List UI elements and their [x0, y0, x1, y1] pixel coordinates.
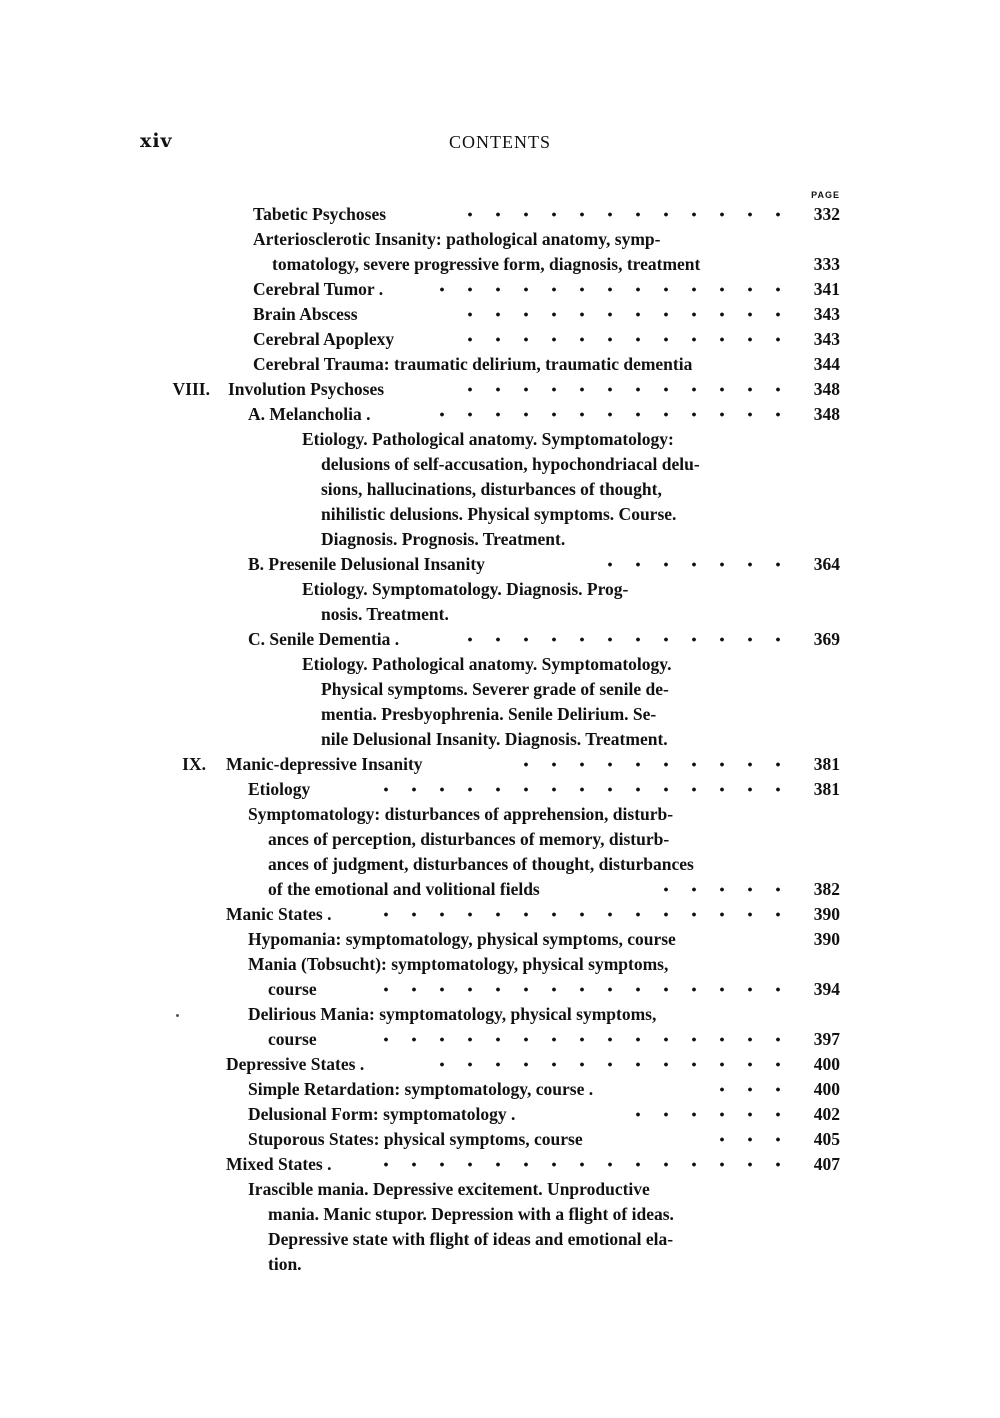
toc-entry [0, 577, 1000, 602]
toc-entry [0, 927, 1000, 952]
entry-title: Cerebral Apoplexy [253, 329, 395, 349]
entry-title: Manic States . [226, 904, 332, 924]
entry-title: Etiology. Pathological anatomy. Symptomatology. [302, 654, 672, 674]
entry-title: Irascible mania. Depressive excitement. Unproductive [248, 1179, 650, 1199]
entry-title: A. Melancholia . [248, 404, 371, 424]
page-ref: 343 [813, 304, 840, 324]
toc-entry [0, 1077, 1000, 1102]
entry-title: Hypomania: symptomatology, physical symptoms, course [248, 929, 676, 949]
entry-title: ances of perception, disturbances of memory, disturb- [268, 829, 670, 849]
dot-leader [455, 302, 792, 327]
page-ref: 390 [813, 904, 840, 924]
entry-title: Delusional Form: symptomatology . [248, 1104, 516, 1124]
page-number: xiv [140, 130, 173, 152]
toc-entry [0, 277, 1000, 302]
dot-leader [365, 977, 792, 1002]
chapter-number: VIII. [172, 379, 210, 399]
page-ref: 400 [813, 1079, 840, 1099]
entry-title: course [268, 1029, 317, 1049]
toc-entry [0, 327, 1000, 352]
entry-title: mania. Manic stupor. Depression with a flight of ideas. [268, 1204, 674, 1224]
entry-title: of the emotional and volitional fields [268, 879, 540, 899]
table-of-contents [0, 202, 1000, 1277]
entry-title: Etiology. Pathological anatomy. Symptomatology: [302, 429, 674, 449]
page-ref: 397 [813, 1029, 840, 1049]
page-ref: 390 [813, 929, 840, 949]
entry-title: Involution Psychoses [228, 379, 385, 399]
page-column-label: PAGE [811, 190, 840, 200]
dot-leader [505, 752, 792, 777]
page-ref: 332 [813, 204, 840, 224]
dot-leader [455, 377, 792, 402]
toc-entry [0, 877, 1000, 902]
toc-entry [0, 827, 1000, 852]
entry-title: course [268, 979, 317, 999]
toc-entry [0, 902, 1000, 927]
toc-entry [0, 752, 1000, 777]
entry-title: Etiology [248, 779, 311, 799]
entry-title: Delirious Mania: symptomatology, physical symptoms, [248, 1004, 657, 1024]
page-header [0, 130, 1000, 160]
dot-leader [640, 877, 792, 902]
toc-entry [0, 977, 1000, 1002]
stray-mark [176, 1014, 179, 1017]
entry-title: Cerebral Trauma: traumatic delirium, traumatic dementia [253, 354, 693, 374]
page-ref: 364 [813, 554, 840, 574]
dot-leader [430, 277, 792, 302]
entry-title: Cerebral Tumor . [253, 279, 384, 299]
entry-title: Stuporous States: physical symptoms, course [248, 1129, 583, 1149]
toc-entry [0, 677, 1000, 702]
toc-entry [0, 727, 1000, 752]
entry-title: Depressive States . [226, 1054, 365, 1074]
entry-title: Mixed States . [226, 1154, 332, 1174]
toc-entry [0, 1102, 1000, 1127]
toc-entry [0, 352, 1000, 377]
toc-entry [0, 477, 1000, 502]
toc-entry [0, 202, 1000, 227]
dot-leader [455, 202, 792, 227]
toc-entry [0, 427, 1000, 452]
toc-entry [0, 502, 1000, 527]
entry-title: nihilistic delusions. Physical symptoms. Course. [321, 504, 677, 524]
page-ref: 400 [813, 1054, 840, 1074]
toc-entry [0, 1027, 1000, 1052]
entry-title: Simple Retardation: symptomatology, course . [248, 1079, 594, 1099]
toc-entry [0, 1002, 1000, 1027]
dot-leader [710, 1077, 792, 1102]
page-ref: 381 [813, 754, 840, 774]
entry-title: tomatology, severe progressive form, diagnosis, treatment [272, 254, 701, 274]
entry-title: Diagnosis. Prognosis. Treatment. [321, 529, 566, 549]
toc-entry [0, 652, 1000, 677]
toc-entry [0, 527, 1000, 552]
toc-entry [0, 552, 1000, 577]
dot-leader [710, 1127, 792, 1152]
toc-entry [0, 1127, 1000, 1152]
entry-title: C. Senile Dementia . [248, 629, 400, 649]
toc-entry [0, 452, 1000, 477]
dot-leader [365, 1027, 792, 1052]
entry-title: Brain Abscess [253, 304, 358, 324]
entry-title: Manic-depressive Insanity [226, 754, 423, 774]
toc-entry [0, 252, 1000, 277]
toc-entry [0, 1152, 1000, 1177]
entry-title: delusions of self-accusation, hypochondriacal delu- [321, 454, 700, 474]
dot-leader [595, 552, 792, 577]
entry-title: Tabetic Psychoses [253, 204, 387, 224]
entry-title: B. Presenile Delusional Insanity [248, 554, 485, 574]
toc-entry [0, 227, 1000, 252]
toc-entry [0, 402, 1000, 427]
entry-title: ances of judgment, disturbances of thought, disturbances [268, 854, 694, 874]
page-ref: 343 [813, 329, 840, 349]
toc-entry [0, 1177, 1000, 1202]
page-ref: 382 [813, 879, 840, 899]
entry-title: Depressive state with flight of ideas and emotional ela- [268, 1229, 674, 1249]
dot-leader [455, 627, 792, 652]
toc-entry [0, 702, 1000, 727]
entry-title: Mania (Tobsucht): symptomatology, physical symptoms, [248, 954, 669, 974]
entry-title: nosis. Treatment. [321, 604, 449, 624]
toc-entry [0, 302, 1000, 327]
page-ref: 381 [813, 779, 840, 799]
dot-leader [365, 902, 792, 927]
toc-entry [0, 852, 1000, 877]
dot-leader [430, 402, 792, 427]
entry-title: Etiology. Symptomatology. Diagnosis. Prog- [302, 579, 629, 599]
page-ref: 344 [813, 354, 840, 374]
page-ref: 407 [813, 1154, 840, 1174]
toc-entry [0, 377, 1000, 402]
dot-leader [365, 777, 792, 802]
toc-entry [0, 777, 1000, 802]
entry-title: Physical symptoms. Severer grade of senile de- [321, 679, 669, 699]
toc-entry [0, 1227, 1000, 1252]
toc-entry [0, 1052, 1000, 1077]
dot-leader [430, 1052, 792, 1077]
running-title: CONTENTS [449, 132, 551, 152]
page-ref: 394 [813, 979, 840, 999]
toc-entry [0, 627, 1000, 652]
page-ref: 405 [813, 1129, 840, 1149]
entry-title: nile Delusional Insanity. Diagnosis. Treatment. [321, 729, 668, 749]
toc-entry [0, 602, 1000, 627]
entry-title: tion. [268, 1254, 302, 1274]
dot-leader [365, 1152, 792, 1177]
dot-leader [455, 327, 792, 352]
page-ref: 348 [813, 379, 840, 399]
entry-title: Symptomatology: disturbances of apprehension, disturb- [248, 804, 674, 824]
page-ref: 333 [813, 254, 840, 274]
toc-entry [0, 802, 1000, 827]
chapter-number: IX. [182, 754, 206, 774]
page-ref: 348 [813, 404, 840, 424]
page-ref: 369 [813, 629, 840, 649]
page-ref: 341 [813, 279, 840, 299]
entry-title: sions, hallucinations, disturbances of thought, [321, 479, 662, 499]
toc-entry [0, 952, 1000, 977]
toc-entry [0, 1202, 1000, 1227]
dot-leader [620, 1102, 792, 1127]
entry-title: mentia. Presbyophrenia. Senile Delirium. Se- [321, 704, 657, 724]
toc-entry [0, 1252, 1000, 1277]
entry-title: Arteriosclerotic Insanity: pathological anatomy, symp- [253, 229, 661, 249]
page-ref: 402 [813, 1104, 840, 1124]
